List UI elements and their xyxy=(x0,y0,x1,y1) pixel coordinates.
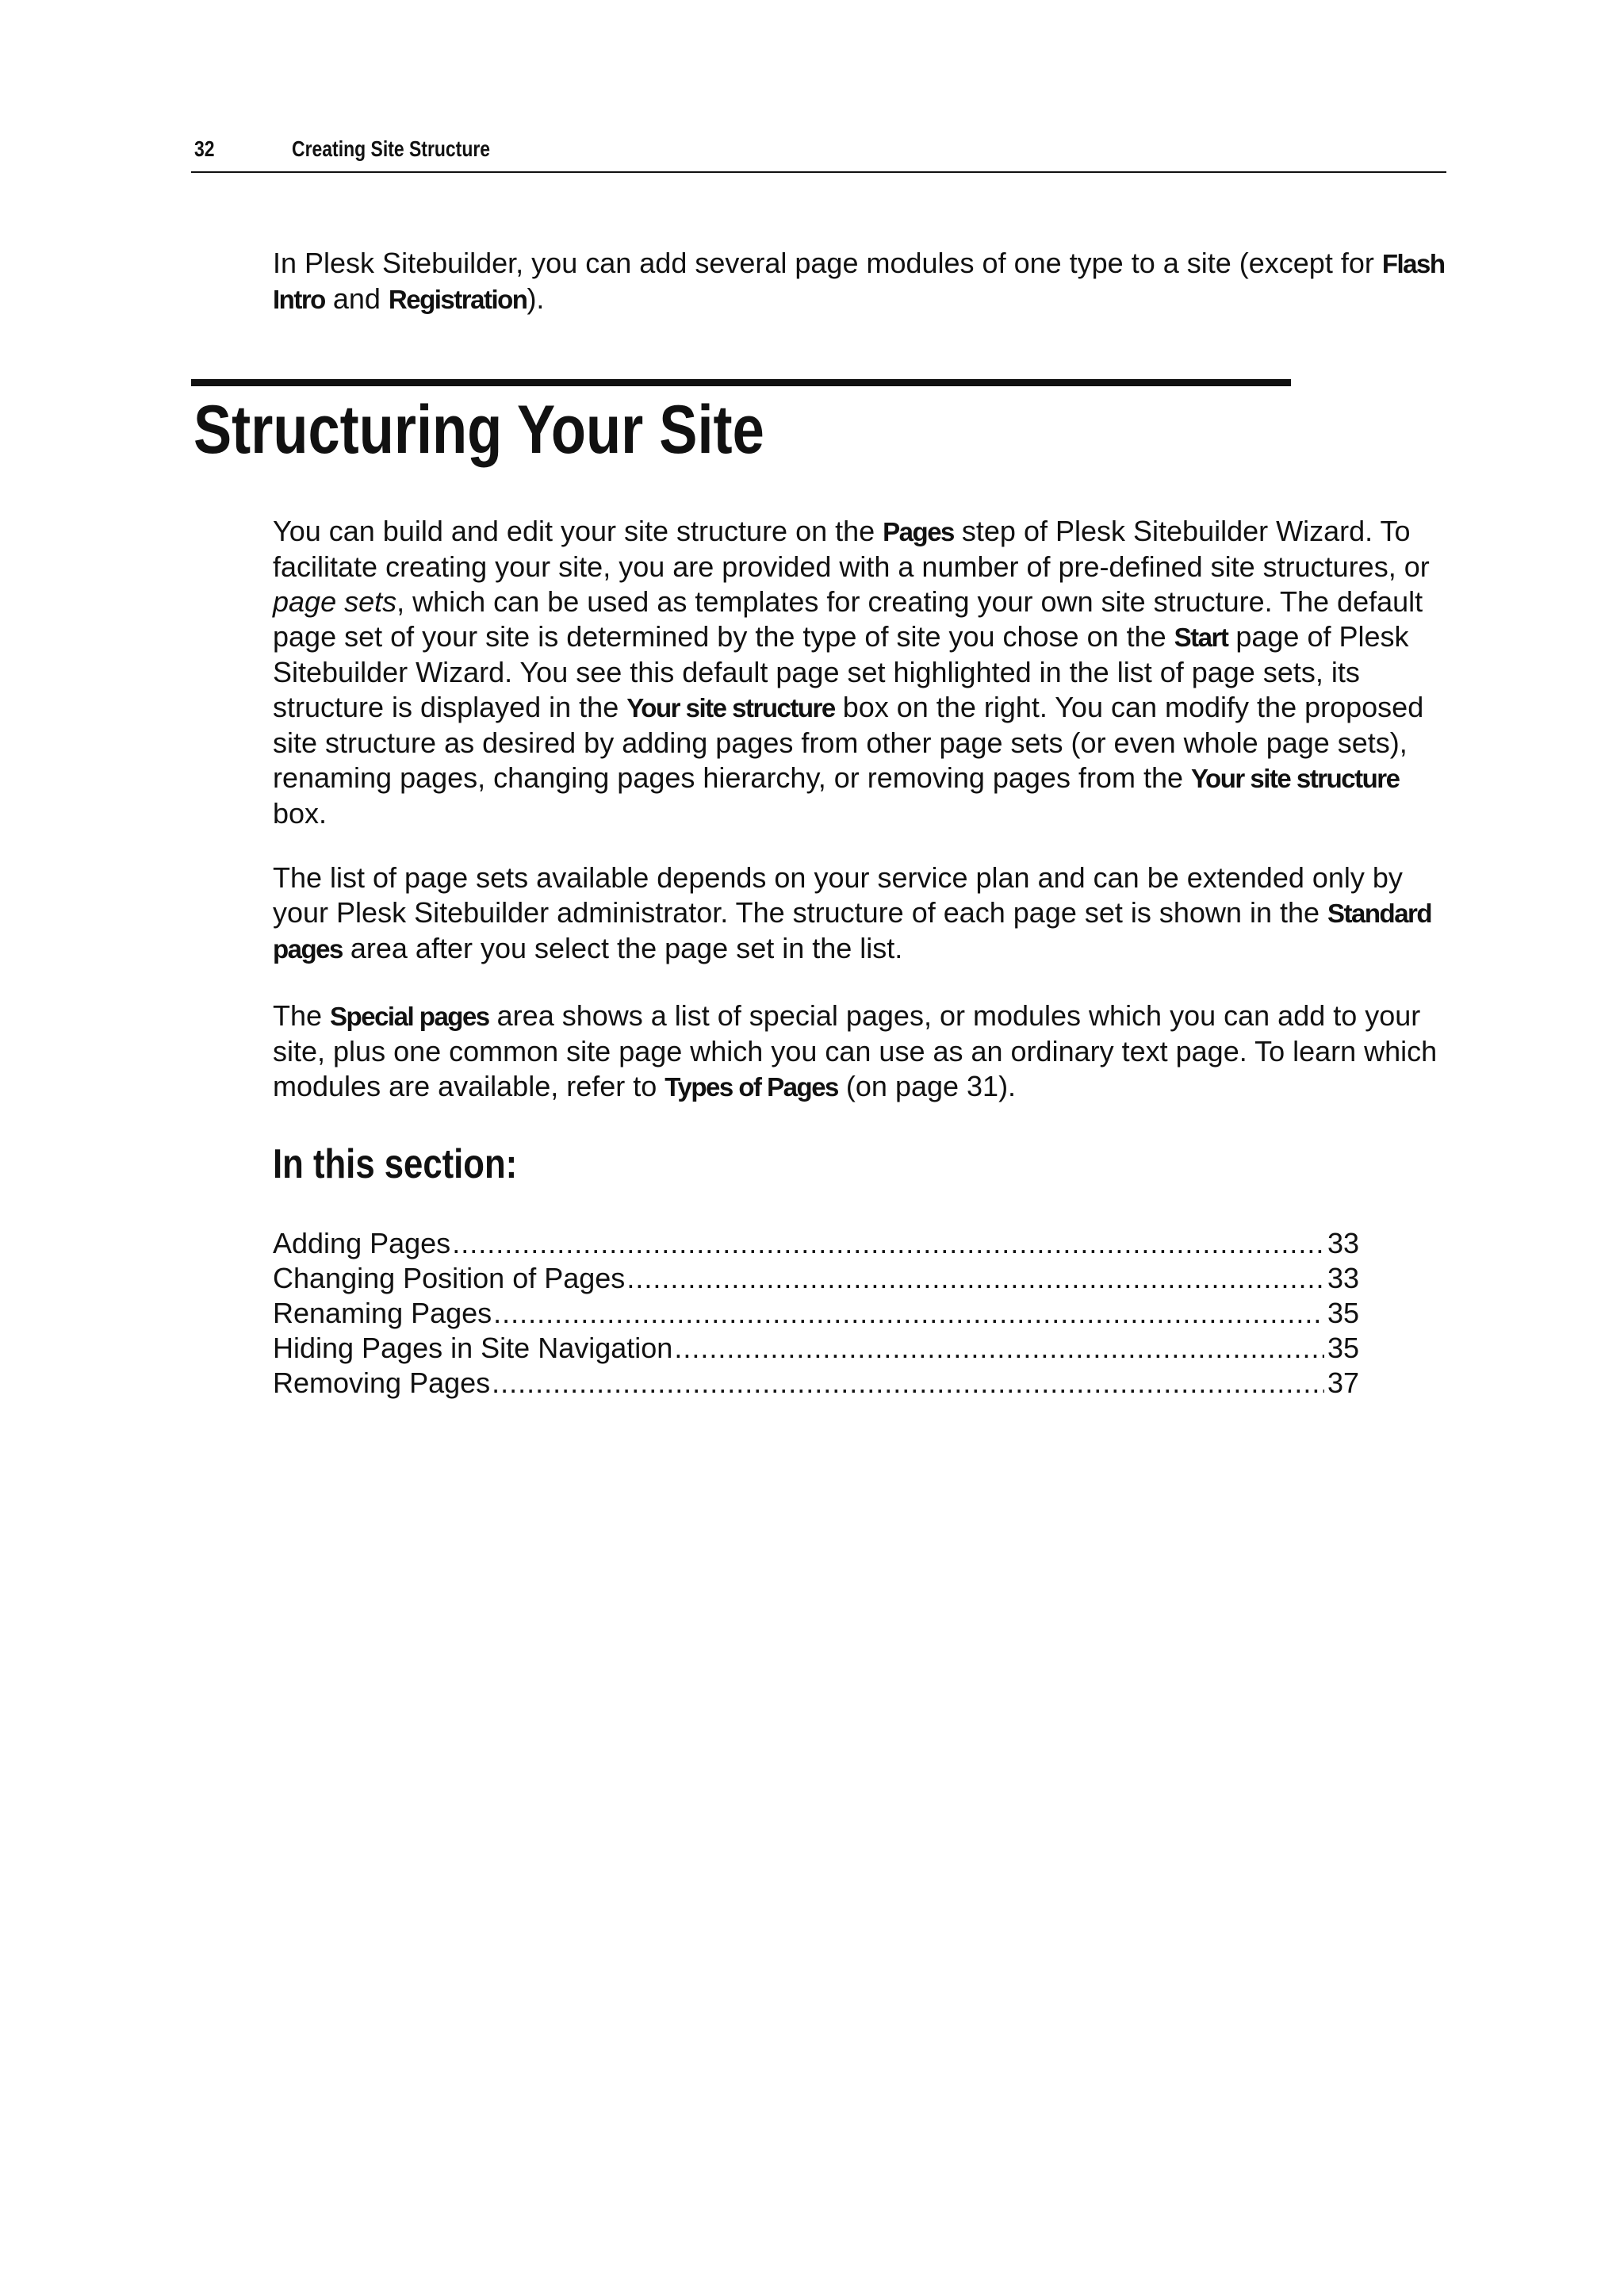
paragraph-text: step of Plesk Sitebuilder Wizard. To facilitate creating your site, you are provided with a number of pre-defined site structures, or xyxy=(273,515,1430,583)
paragraph-text: You can build and edit your site structure on the xyxy=(273,515,883,547)
toc-item-changing-position[interactable] xyxy=(273,1261,1359,1296)
toc-item-label: Renaming Pages xyxy=(273,1297,492,1329)
paragraph-text: box. xyxy=(273,797,327,830)
toc-item-page: 35 xyxy=(1327,1297,1359,1329)
toc-item-renaming-pages[interactable] xyxy=(273,1296,1359,1331)
heading-rule xyxy=(191,379,1291,386)
link-types-of-pages[interactable]: Types of Pages xyxy=(665,1072,838,1102)
term-standard-pages: Standard pages xyxy=(273,899,1432,964)
toc-item-adding-pages[interactable] xyxy=(273,1226,1359,1261)
paragraph-text: box on the right. You can modify the proposed site structure as desired by adding pages from other page sets (or even whole page sets), renaming pages, changing pages hierarchy, or removing pages from the xyxy=(273,691,1424,794)
toc-leader-dots xyxy=(452,1226,1324,1261)
term-flash-intro: Flash Intro xyxy=(273,249,1445,314)
paragraph-text: area shows a list of special pages, or modules which you can add to your site, plus one common site page which you can use as an ordinary text page. To learn which modules are available, refer to xyxy=(273,999,1438,1102)
paragraph-text: page of Plesk Sitebuilder Wizard. You see this default page set highlighted in the list of page sets, its structure is displayed in the xyxy=(273,620,1409,723)
toc-item-removing-pages[interactable] xyxy=(273,1366,1359,1401)
toc-leader-dots xyxy=(492,1366,1324,1401)
page-title: Structuring Your Site xyxy=(193,392,764,468)
paragraph-text: The list of page sets available depends on your service plan and can be extended only by your Plesk Sitebuilder administrator. The structure of each page set is shown in the xyxy=(273,861,1403,929)
toc-item-page: 33 xyxy=(1327,1262,1359,1294)
intro-text: In Plesk Sitebuilder, you can add several page modules of one type to a site (except for xyxy=(273,247,1382,279)
term-start: Start xyxy=(1174,623,1228,652)
toc-item-label: Changing Position of Pages xyxy=(273,1262,626,1294)
toc-item-label: Adding Pages xyxy=(273,1227,451,1259)
toc-leader-dots xyxy=(493,1296,1324,1331)
paragraph-special-pages xyxy=(273,999,1454,1105)
term-your-site-structure: Your site structure xyxy=(1191,764,1400,793)
toc-item-label: Removing Pages xyxy=(273,1366,491,1399)
intro-text: and xyxy=(324,282,389,315)
page-header xyxy=(191,133,1446,173)
term-special-pages: Special pages xyxy=(330,1002,489,1031)
paragraph-text: (on page 31). xyxy=(837,1070,1017,1102)
toc-leader-dots xyxy=(674,1331,1324,1366)
paragraph-text: area after you select the page set in the list. xyxy=(342,932,903,964)
intro-paragraph xyxy=(273,246,1454,317)
paragraph-text: , which can be used as templates for creating your own site structure. The default page set of your site is determined by the type of site you chose on the xyxy=(273,585,1423,653)
toc-item-page: 37 xyxy=(1327,1366,1359,1399)
toc-leader-dots xyxy=(626,1261,1324,1296)
table-of-contents xyxy=(273,1226,1359,1401)
toc-item-page: 33 xyxy=(1327,1227,1359,1259)
term-page-sets: page sets xyxy=(273,585,397,618)
page-number: 32 xyxy=(194,136,215,161)
toc-item-hiding-pages[interactable] xyxy=(273,1331,1359,1366)
chapter-title: Creating Site Structure xyxy=(292,136,491,161)
intro-text: ). xyxy=(527,282,545,315)
term-your-site-structure: Your site structure xyxy=(626,693,835,723)
term-registration: Registration xyxy=(388,285,527,314)
paragraph-page-sets xyxy=(273,861,1454,967)
term-pages: Pages xyxy=(883,517,954,546)
toc-item-label: Hiding Pages in Site Navigation xyxy=(273,1332,673,1364)
paragraph-site-structure xyxy=(273,514,1454,831)
paragraph-text: The xyxy=(273,999,331,1032)
section-heading: In this section: xyxy=(273,1141,518,1187)
toc-item-page: 35 xyxy=(1327,1332,1359,1364)
